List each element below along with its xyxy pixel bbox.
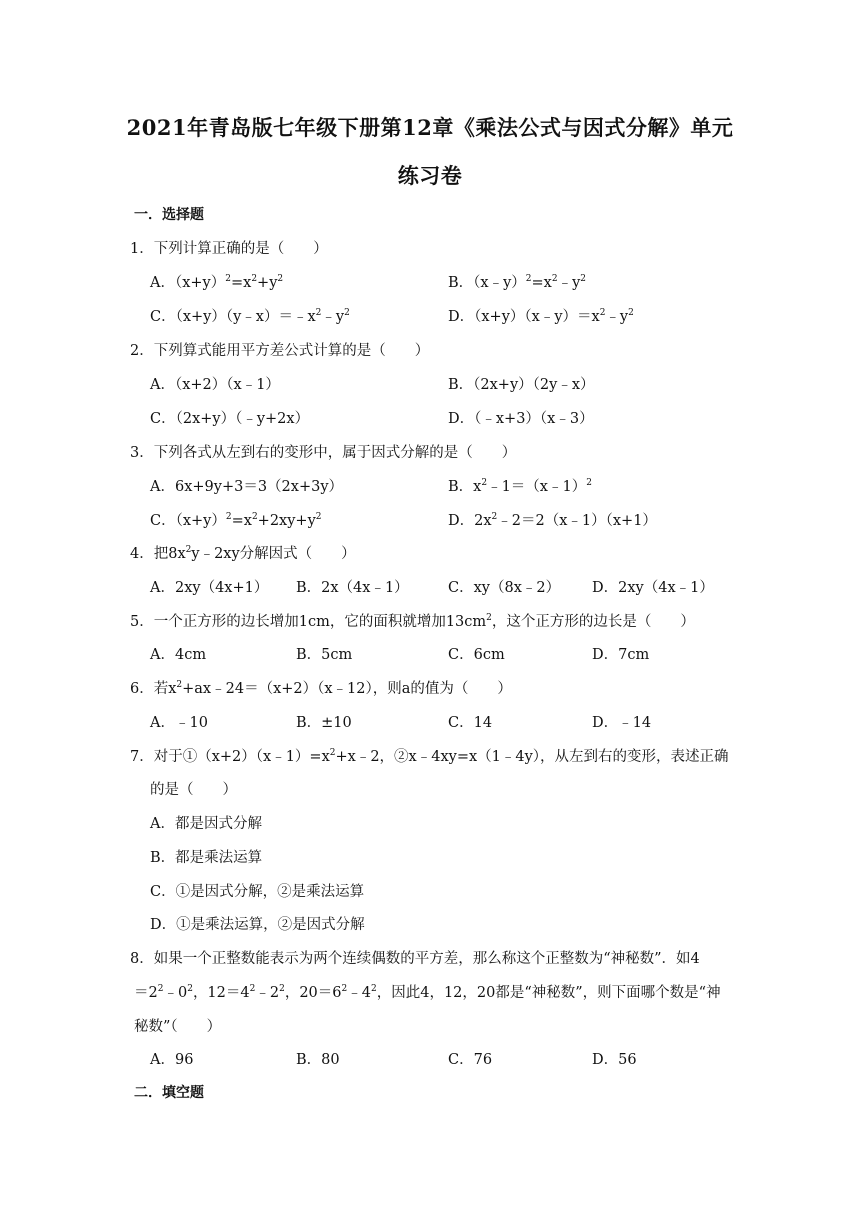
- question-5-option-c: C．6cm: [448, 647, 505, 663]
- question-3-option-a: A．6x+9y+3＝3（2x+3y）: [150, 479, 344, 495]
- section-heading-choice: 一．选择题: [134, 207, 204, 223]
- question-6-option-a: A．﹣10: [150, 715, 208, 731]
- question-1-option-a: A．$(x+y)^2=x^2+y^2$: [150, 274, 284, 291]
- question-7-option-d: D．①是乘法运算，②是因式分解: [150, 917, 365, 933]
- question-3-option-b: B．$x^2﹣1=(x﹣1)^2$: [448, 478, 592, 495]
- question-8-option-d: D．56: [592, 1052, 637, 1068]
- question-2-option-c: C．（2x+y）（﹣y+2x）: [150, 411, 310, 427]
- question-5-option-b: B．5cm: [296, 647, 353, 663]
- question-8-option-a: A．96: [150, 1052, 194, 1068]
- question-3-stem: 3．下列各式从左到右的变形中，属于因式分解的是（ ）: [130, 445, 517, 461]
- question-2-stem: 2．下列算式能用平方差公式计算的是（ ）: [130, 343, 430, 359]
- question-6-option-b: B．±10: [296, 715, 352, 731]
- question-8-option-c: C．76: [448, 1052, 493, 1068]
- question-7-stem-line1: 7．对于$①(x+2)(x﹣1)=x^2+x﹣2$，②x﹣4xy=x（1﹣4y），从左到右的变形，表述正确: [130, 748, 729, 765]
- question-7-option-c: C．①是因式分解，②是乘法运算: [150, 884, 365, 900]
- question-6-option-d: D．﹣14: [592, 715, 652, 731]
- question-2-option-a: A．（x+2）（x﹣1）: [150, 377, 280, 393]
- question-8-stem-line3: 秘数”（ ）: [134, 1019, 222, 1035]
- question-5-option-a: A．4cm: [150, 647, 207, 663]
- question-2-option-b: B．（2x+y）（2y﹣x）: [448, 377, 595, 393]
- question-4-stem: 4．把$8x^2y﹣2xy$分解因式（ ）: [130, 545, 356, 562]
- question-7-option-b: B．都是乘法运算: [150, 850, 263, 866]
- question-4-option-b: B．2x（4x﹣1）: [296, 580, 409, 596]
- question-2-option-d: D．（﹣x+3）（x﹣3）: [448, 411, 594, 427]
- question-6-option-c: C．14: [448, 715, 493, 731]
- question-8-option-b: B．80: [296, 1052, 340, 1068]
- question-3-option-c: C．$(x+y)^2=x^2+2xy+y^2$: [150, 512, 322, 529]
- question-1-option-b: B．$(x﹣y)^2=x^2﹣y^2$: [448, 274, 587, 291]
- question-7-option-a: A．都是因式分解: [150, 816, 262, 832]
- document-title-line2: 练习卷: [397, 163, 463, 188]
- question-8-stem-line1: 8．如果一个正整数能表示为两个连续偶数的平方差，那么称这个正整数为“神秘数”．如4: [130, 951, 700, 967]
- question-5-option-d: D．7cm: [592, 647, 650, 663]
- question-6-stem: 6．若$x^2+ax﹣24=(x+2)(x﹣12)$，则a的值为（ ）: [130, 680, 512, 697]
- document-title-line1: 2021年青岛版七年级下册第12章《乘法公式与因式分解》单元: [126, 115, 734, 140]
- question-4-option-d: D．2xy（4x﹣1）: [592, 580, 714, 596]
- question-5-stem: 5．一个正方形的边长增加1cm，它的面积就增加$13cm^2$，这个正方形的边长是（ ）: [130, 613, 695, 630]
- question-8-stem-line2: $=2^2﹣0^2$，$12=4^2﹣2^2$，$20=6^2﹣4^2$，因此4，12，20都是“神秘数”，则下面哪个数是“神: [134, 984, 721, 1001]
- question-1-option-c: C．$(x+y)(y﹣x)=﹣x^2﹣y^2$: [150, 308, 350, 325]
- question-7-stem-line2: 的是（ ）: [150, 782, 237, 798]
- question-4-option-a: A．2xy（4x+1）: [150, 580, 269, 596]
- question-1-option-d: D．$(x+y)(x﹣y)=x^2﹣y^2$: [448, 308, 634, 325]
- question-3-option-d: D．$2x^2﹣2=2(x﹣1)(x+1)$: [448, 512, 657, 529]
- section-heading-fill-in: 二．填空题: [134, 1085, 204, 1101]
- question-4-option-c: C．xy（8x﹣2）: [448, 580, 561, 596]
- question-1-stem: 1．下列计算正确的是（ ）: [130, 241, 328, 257]
